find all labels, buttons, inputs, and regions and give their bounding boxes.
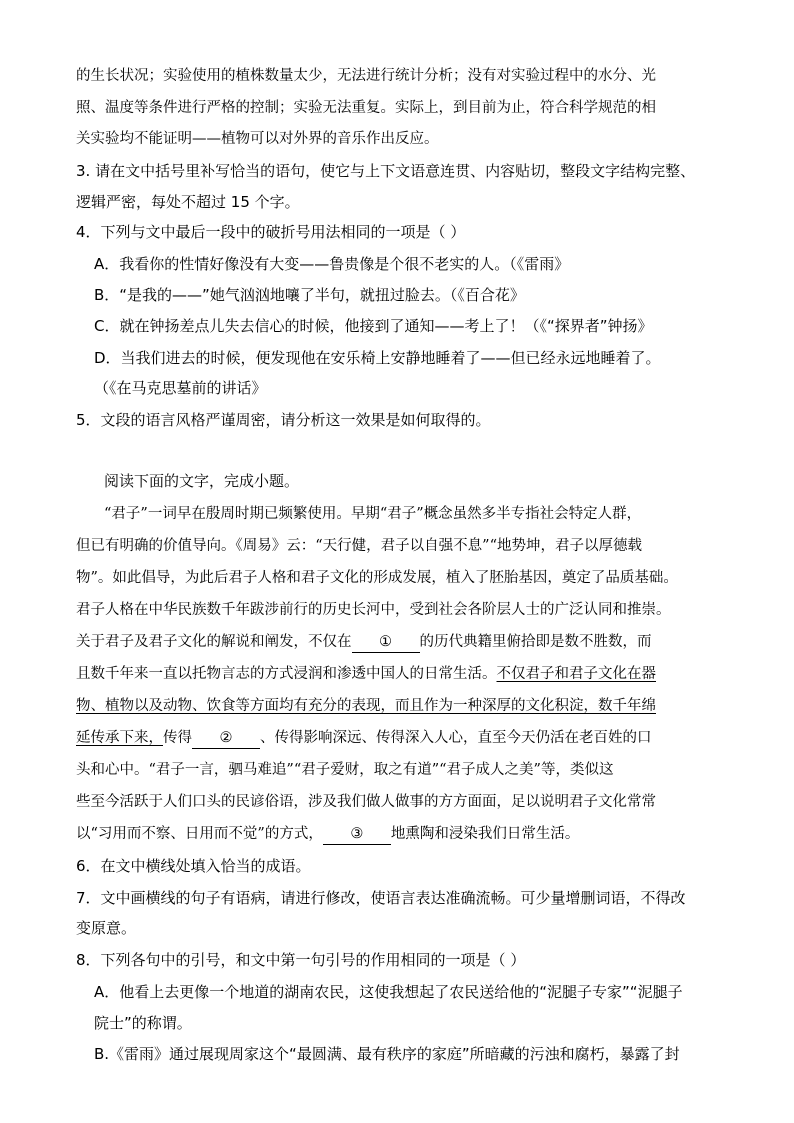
question-3-line-1: 3. 请在文中括号里补写恰当的语句，使它与上下文语意连贯、内容贴切，整段文字结构完整、 — [76, 162, 696, 180]
passage-text: 的历代典籍里俯拾即是数不胜数，而 — [419, 634, 652, 650]
question-8-option-a-cont: 院士”的称谓。 — [94, 1014, 192, 1032]
question-7-line-1: 7．文中画横线的句子有语病，请进行修改，使语言表达准确流畅。可少量增删词语，不得改 — [76, 889, 686, 907]
passage-line-2: 但已有明确的价值导向。《周易》云：“天行健，君子以自强不息”“地势坤，君子以厚德载 — [76, 538, 642, 554]
blank-1: ① — [352, 632, 420, 653]
question-4-option-d: D．当我们进去的时候，便发现他在安乐椅上安静地睡着了——但已经永远地睡着了。 — [94, 349, 661, 367]
passage-text: 地熏陶和浸染我们日常生活。 — [390, 826, 580, 842]
passage-text: 、传得影响深远、传得深入人心，直至今天仍活在老百姓的口 — [260, 730, 652, 746]
question-4-stem: 4．下列与文中最后一段中的破折号用法相同的一项是（ ） — [76, 223, 466, 241]
passage-line-1: “君子”一词早在殷周时期已频繁使用。早期“君子”概念虽然多半专指社会特定人群， — [104, 506, 642, 522]
question-5-stem: 5．文段的语言风格严谨周密，请分析这一效果是如何取得的。 — [76, 411, 491, 429]
question-7-line-2: 变原意。 — [76, 919, 137, 937]
question-8-stem: 8．下列各句中的引号，和文中第一句引号的作用相同的一项是（ ） — [76, 951, 526, 969]
reading-instruction: 阅读下面的文字，完成小题。 — [104, 472, 300, 490]
underlined-sentence: 延传承下来， — [76, 730, 163, 746]
question-3-line-2: 逻辑严密，每处不超过 15 个字。 — [76, 193, 300, 211]
passage-line-9: 头和心中。“君子一言，驷马难追”“君子爱财，取之有道”“君子成人之美”等，类似这 — [76, 762, 614, 778]
blank-2: ② — [192, 728, 260, 749]
underlined-sentence: 物、植物以及动物、饮食等方面均有充分的表现，而且作为一种深厚的文化积淀，数千年绵 — [76, 698, 656, 714]
question-4-option-d-source: （《在马克思墓前的讲话》 — [94, 379, 267, 397]
passage-line-11 — [76, 824, 579, 845]
passage-line-6 — [76, 664, 656, 684]
intro-line-1: 的生长状况；实验使用的植株数量太少，无法进行统计分析；没有对实验过程中的水分、光 — [76, 68, 656, 84]
passage-text: 且数千年来一直以托物言志的方式浸润和渗透中国人的日常生活。 — [76, 666, 497, 682]
underlined-sentence: 不仅君子和君子文化在器 — [496, 666, 656, 682]
intro-line-3: 关实验均不能证明——植物可以对外界的音乐作出反应。 — [76, 131, 439, 147]
passage-text: 以“习用而不察、日用而不觉”的方式， — [76, 826, 323, 842]
question-4-option-c: C．就在钟扬差点儿失去信心的时候，他接到了通知——考上了！（《“探界者”钟扬》 — [94, 317, 653, 335]
passage-line-4: 君子人格在中华民族数千年跋涉前行的历史长河中，受到社会各阶层人士的广泛认同和推崇。 — [76, 602, 671, 618]
passage-line-8 — [76, 728, 652, 749]
question-8-option-a: A．他看上去更像一个地道的湖南农民，这使我想起了农民送给他的“泥腿子专家”“泥腿子 — [94, 983, 683, 1001]
question-4-option-a: A．我看你的性情好像没有大变——鲁贵像是个很不老实的人。（《雷雨》 — [94, 255, 570, 273]
question-6-stem: 6．在文中横线处填入恰当的成语。 — [76, 857, 311, 875]
passage-line-5 — [76, 632, 652, 653]
question-8-option-b: B.《雷雨》通过展现周家这个“最圆满、最有秩序的家庭”所暗藏的污浊和腐朽，暴露了封 — [94, 1045, 680, 1063]
blank-3: ③ — [323, 824, 391, 845]
question-4-option-b: B．“是我的——”她气汹汹地嚷了半句，就扭过脸去。（《百合花》 — [94, 286, 525, 304]
intro-line-2: 照、温度等条件进行严格的控制；实验无法重复。实际上，到目前为止，符合科学规范的相 — [76, 100, 656, 116]
passage-line-10: 些至今活跃于人们口头的民谚俗语，涉及我们做人做事的方方面面，足以说明君子文化常常 — [76, 794, 656, 810]
passage-text: 传得 — [163, 730, 192, 746]
passage-line-3: 物”。如此倡导，为此后君子人格和君子文化的形成发展，植入了胚胎基因，奠定了品质基础。 — [76, 570, 678, 586]
passage-text: 关于君子及君子文化的解说和阐发，不仅在 — [76, 634, 352, 650]
